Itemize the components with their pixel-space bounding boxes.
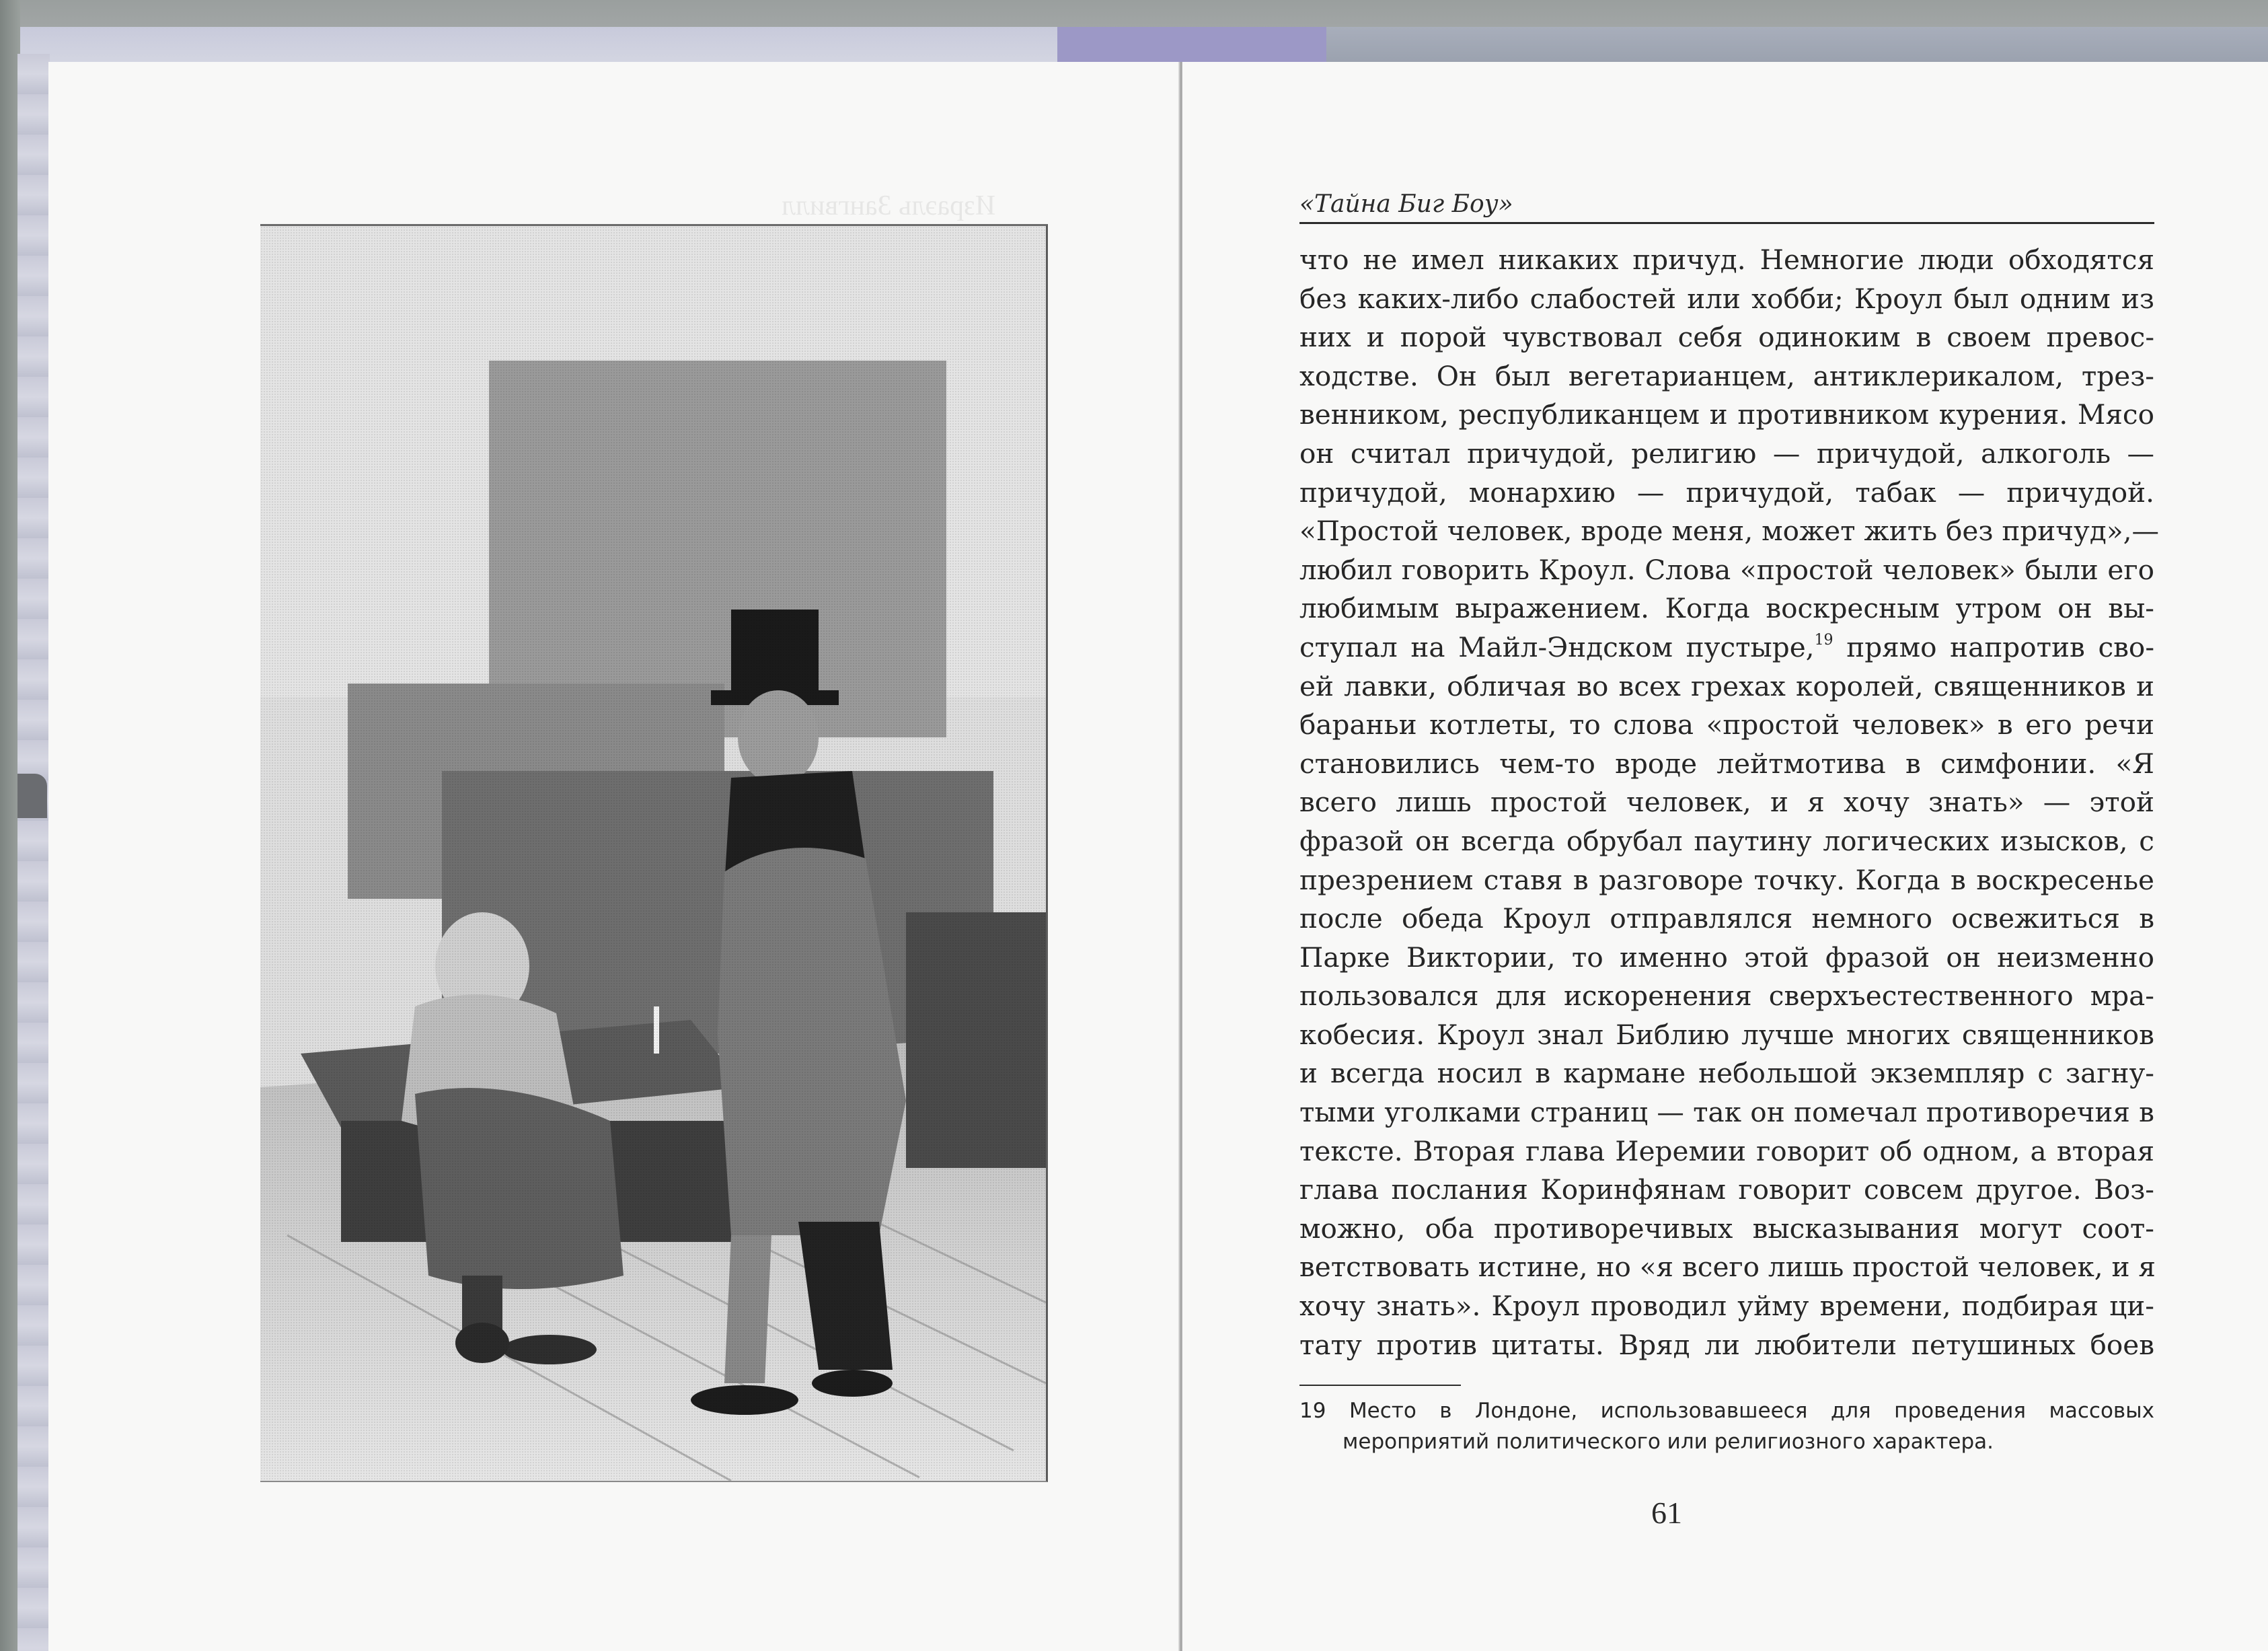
body-line: Парке Виктории, то именно этой фразой он неизменно [1299,941,2154,974]
body-line [1299,628,2154,667]
body-line-text: прямо напротив сво- [1833,630,2155,663]
body-line: глава послания Коринфянам говорит совсем другое. Воз- [1299,1173,2154,1206]
footnote-text-line2: мероприятий политического или религиозного характера. [1343,1430,1994,1454]
footnote [1299,1395,2154,1457]
page-number: 61 [1651,1496,1682,1530]
body-line: он считал причудой, религию — причудой, алкоголь — [1299,437,2154,470]
body-line: что не имел никаких причуд. Немногие люди обходятся [1299,244,2154,276]
body-line: тату против цитаты. Вряд ли любители петушиных боев [1299,1328,2154,1361]
cover-tab [17,774,47,818]
body-line: ветствовать истине, но «я всего лишь простой человек, и я [1299,1251,2156,1284]
body-line: становились чем-то вроде лейтмотива в симфонии. «Я [1299,747,2154,780]
body-line: них и порой чувствовал себя одиноким в своем превос- [1299,321,2154,354]
book-cover-edge-top-left [8,27,1057,65]
body-line: кобесия. Кроул знал Библию лучше многих священников [1299,1018,2154,1051]
body-line: можно, оба противоречивых высказывания могут соот- [1299,1212,2154,1245]
running-head: «Тайна Биг Боу» [1299,190,1513,218]
footnote-text-line1: Место в Лондоне, использовавшееся для проведения массовых [1349,1399,2155,1423]
body-line: после обеда Кроул отправлялся немного освежиться в [1299,902,2154,935]
body-line: ходстве. Он был вегетарианцем, антиклерикалом, трез- [1299,359,2154,392]
body-line: причудой, монархию — причудой, табак — причудой. [1299,476,2154,509]
body-line: тексте. Вторая глава Иеремии говорит об одном, а вторая [1299,1134,2154,1167]
body-line: всего лишь простой человек, и я хочу знать» — этой [1299,786,2154,819]
body-line: венником, республиканцем и противником курения. Мясо [1299,398,2154,431]
footnote-number: 19 [1299,1399,1326,1423]
footnote-reference[interactable]: 19 [1814,631,1834,649]
body-line: любимым выражением. Когда воскресным утром он вы- [1299,592,2154,625]
scanner-background-top [0,0,2268,65]
body-line: тыми уголками страниц — так он помечал противоречия в [1299,1096,2154,1129]
bleed-through-header: Израэль Зангвилл [782,190,996,221]
footnote-line [1299,1395,2154,1426]
body-line-text: ступал на Майл-Эндском пустыре, [1299,630,1815,663]
footnote-rule [1299,1385,1461,1386]
body-line: фразой он всегда обрубал паутину логических изысков, с [1299,824,2154,857]
body-line: любил говорить Кроул. Слова «простой человек» были его [1299,553,2154,586]
body-text [1299,241,2159,1364]
book-cover-edge-left [17,54,50,1651]
header-rule [1299,222,2154,224]
body-line: ей лавки, обличая во всех грехах королей, священников и [1299,669,2154,702]
illustration-drawing [260,226,1046,1481]
illustration [260,224,1048,1482]
body-line: бараньи котлеты, то слова «простой человек» в его речи [1299,708,2154,741]
body-line: хочу знать». Кроул проводил уйму времени, подбирая ци- [1299,1290,2154,1323]
left-page [48,62,1180,1651]
body-line: без каких-либо слабостей или хобби; Кроул был одним из [1299,282,2154,315]
right-page [1182,62,2268,1651]
book-cover-edge-top-right [1326,27,2268,65]
body-line: пользовался для искоренения сверхъестественного мра- [1299,980,2154,1013]
body-line: и всегда носил в кармане небольшой экземпляр с загну- [1299,1057,2154,1090]
body-line: «Простой человек, вроде меня, может жить без причуд»,— [1299,515,2159,548]
bookmark-ribbon [1057,27,1326,65]
body-line: презрением ставя в разговоре точку. Когда в воскресенье [1299,863,2154,896]
